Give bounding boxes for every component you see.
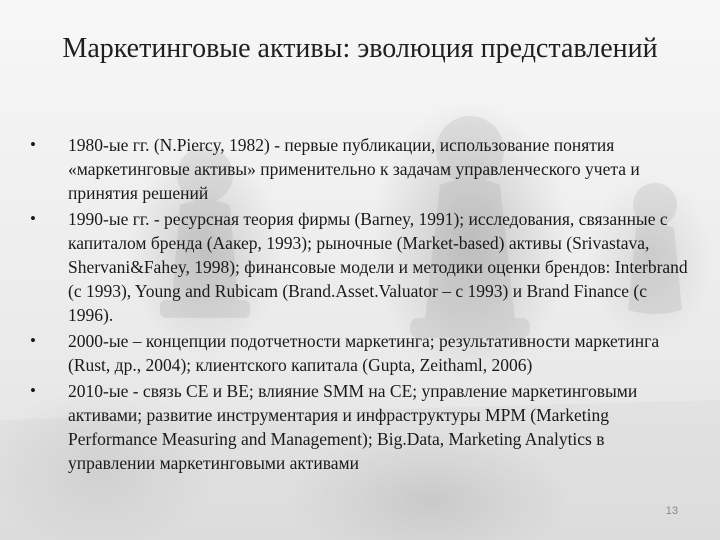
bullet-dot-icon: • (30, 135, 36, 154)
page-number: 13 (665, 505, 678, 517)
bullet-list (30, 133, 690, 477)
bullet-dot-icon: • (30, 331, 36, 350)
bullet-item-1980s (30, 133, 690, 205)
slide-title: Маркетинговые активы: эволюция представлений (62, 33, 658, 64)
bullet-text: 2000-ые – концепции подотчетности маркетинга; результативности маркетинга (Rust, др., 2004); клиентского капитала (Gupta, Zeithaml, 2006) (68, 331, 660, 375)
bullet-item-2010s (30, 379, 690, 475)
bullet-dot-icon: • (30, 381, 36, 400)
bullet-text: 1980-ые гг. (N.Piercy, 1982) - первые публикации, использование понятия «маркетинговые активы» применительно к задачам управленческого учета и принятия решений (68, 135, 640, 203)
bullet-item-1990s (30, 207, 690, 327)
bullet-text: 1990-ые гг. - ресурсная теория фирмы (Barney, 1991); исследования, связанные с капиталом бренда (Aакер, 1993); рыночные (Market-based) активы (Srivastava, Shervani&Fahey, 1998); финансовые модели и методики оценки брендов: Interbrand (с 1993), Young and Rubicam (Brand.Asset.Valuator – с 1993) и Brand Finance (с 1996). (68, 209, 688, 325)
bullet-dot-icon: • (30, 209, 36, 228)
bullet-text: 2010-ые - связь CE и BE; влияние SMM на CE; управление маркетинговыми активами; развитие инструментария и инфраструктуры MPM (Marketing Performance Measuring and Management); Big.Data, Marketing Analytics в управлении маркетинговыми активами (68, 381, 638, 473)
bullet-item-2000s (30, 329, 690, 377)
